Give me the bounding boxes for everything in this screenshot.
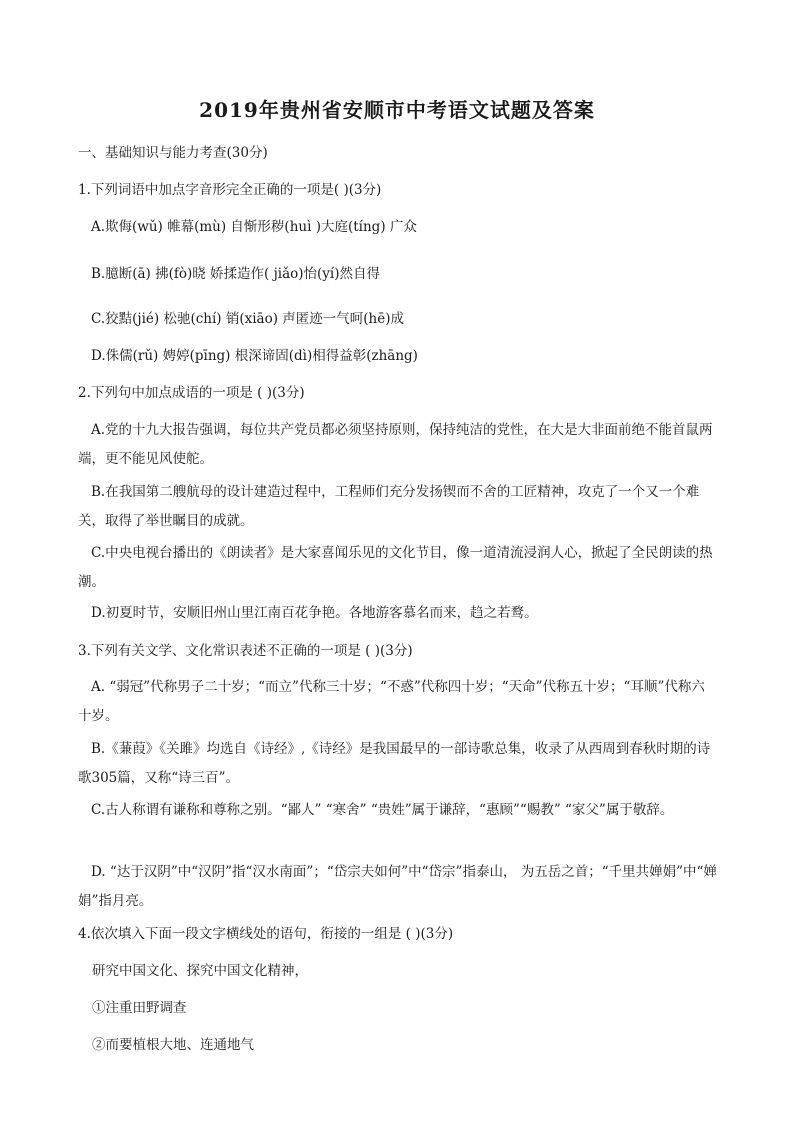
question-1-option-c: C.狡黠(jié) 松驰(chí) 销(xiāo) 声匿迹一气呵(hē)成 (91, 311, 405, 327)
question-1-option-a: A.欺侮(wǔ) 帷幕(mù) 自惭形秽(huì )大庭(tíng) 广众 (91, 219, 417, 235)
question-1-option-d: D.侏儒(rǔ) 娉婷(pīng) 根深谛固(dì)相得益彰(zhāng) (91, 348, 418, 364)
question-4-item-1: ①注重田野调查 (92, 1000, 187, 1016)
question-3-option-b: B.《蒹葭》《关雎》均选自《诗经》,《诗经》是我国最早的一部诗歌总集，收录了从西周到春秋时期的诗歌305篇，又称“诗三百”。 (78, 741, 711, 786)
question-2-stem: 2.下列句中加点成语的一项是 ( )(3分) (78, 385, 305, 401)
document-title: 2019年贵州省安顺市中考语文试题及答案 (199, 98, 595, 122)
question-3-option-c: C.古人称谓有谦称和尊称之别。“鄙人” “寒舍” “贵姓”属于谦辞，“惠顾”“赐教” “家父”属于敬辞。 (91, 802, 674, 818)
question-3-stem: 3.下列有关文学、文化常识表述不正确的一项是 ( )(3分) (78, 643, 413, 659)
question-3-option-a: A. “弱冠”代称男子二十岁；“而立”代称三十岁；“不惑”代称四十岁；“天命”代称五十岁；“耳顺”代称六十岁。 (78, 679, 705, 724)
question-2-option-c: C.中央电视台播出的《朗读者》是大家喜闻乐见的文化节目，像一道清流浸润人心，掀起了全民朗读的热潮。 (78, 545, 713, 590)
question-2-option-d: D.初夏时节，安顺旧州山里江南百花争艳。各地游客慕名而来，趋之若鹜。 (91, 605, 538, 621)
question-4-stem: 4.依次填入下面一段文字横线处的语句，衔接的一组是 ( )(3分) (78, 926, 454, 942)
question-2-option-b: B.在我国第二艘航母的设计建造过程中，工程师们充分发扬锲而不舍的工匠精神，攻克了一个又一个难关，取得了举世瞩目的成就。 (78, 484, 700, 529)
section-heading: 一、基础知识与能力考查(30分) (78, 145, 268, 161)
question-1-option-b: B.臆断(ā) 拂(fò)晓 娇揉造作( jiǎo)怡(yí)然自得 (91, 266, 381, 282)
question-2-option-a: A.党的十九大报告强调，每位共产党员都必须坚持原则，保持纯洁的党性，在大是大非面前绝不能首鼠两端，更不能见风使舵。 (78, 422, 713, 467)
question-4-item-2: ②而要植根大地、连通地气 (92, 1037, 254, 1053)
question-4-intro: 研究中国文化、探究中国文化精神， (92, 963, 308, 979)
question-3-option-d: D. “达于汉阴”中“汉阴”指“汉水南面”；“岱宗夫如何”中“岱宗”指泰山， 为五岳之首；“千里共婵娟”中“婵娟”指月亮。 (78, 864, 717, 909)
question-1-stem: 1.下列词语中加点字音形完全正确的一项是( )(3分) (78, 182, 382, 198)
